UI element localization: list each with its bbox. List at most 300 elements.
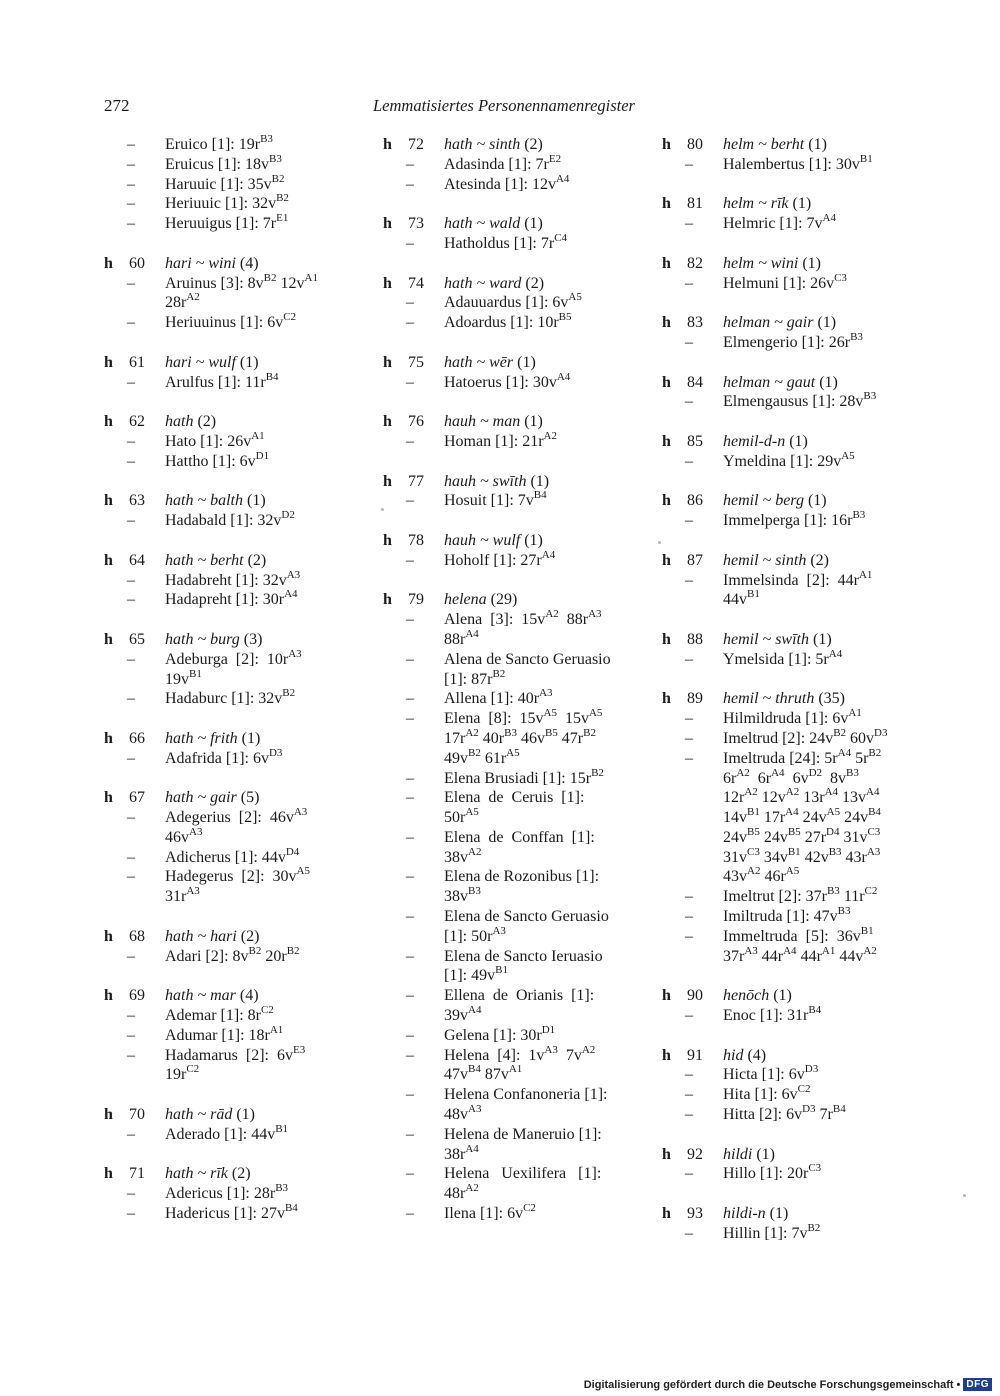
folio-siglum: A4 (771, 766, 785, 779)
form-fragment: Hitta [2]: 6v (723, 1106, 803, 1124)
lemma-text: hath ~ ward (444, 274, 526, 292)
dash-marker: – (685, 571, 693, 589)
name-form (383, 828, 619, 868)
form-fragment: 42v (800, 848, 829, 866)
dash-marker: – (406, 868, 414, 886)
form-fragment: Hadegerus [2]: 30v (165, 868, 297, 886)
lemma-count: (3) (243, 630, 263, 648)
form-fragment: Helmric [1]: 7v (723, 215, 823, 233)
entry-letter: h (662, 1145, 671, 1163)
form-fragment: Ademar [1]: 8r (165, 1007, 261, 1025)
name-form (383, 152, 619, 175)
lemma-count: (4) (239, 254, 259, 272)
funding-text: Digitalisierung gefördert durch die Deutsche Forschungsgemeinschaft (583, 1378, 954, 1391)
form-fragment: Adeburga [2]: 10r (165, 650, 289, 668)
entry-heading (104, 927, 340, 947)
folio-siglum: A4 (828, 647, 843, 660)
entry-number: 91 (687, 1046, 703, 1064)
entry-letter: h (104, 987, 113, 1005)
entry-number: 74 (408, 274, 424, 292)
dash-marker: – (406, 769, 414, 787)
form-fragment: Helena Confanoneria [1]: (444, 1086, 608, 1104)
dash-marker: – (685, 1007, 693, 1025)
name-form (662, 271, 898, 294)
folio-siglum: D2 (808, 766, 823, 779)
entry-number: 72 (408, 136, 424, 153)
lemma-text: hemil ~ berg (723, 492, 808, 510)
dash-marker: – (685, 1086, 693, 1104)
form-text (165, 1023, 340, 1046)
folio-siglum: A3 (186, 885, 200, 898)
folio-siglum: A3 (544, 1043, 558, 1056)
lemma-text: hari ~ wulf (165, 353, 240, 371)
form-text (723, 1105, 898, 1125)
form-fragment: Hadabald [1]: 32v (165, 512, 282, 530)
name-form (383, 172, 619, 195)
folio-siglum: A5 (506, 746, 520, 759)
form-fragment: Hatoerus [1]: 30v (444, 373, 557, 391)
name-form (383, 491, 619, 511)
dash-marker: – (127, 155, 135, 173)
form-fragment: 7r (815, 1106, 833, 1124)
form-fragment: Elena Brusiadi [1]: 15r (444, 769, 592, 787)
form-text (723, 1221, 898, 1244)
form-text (165, 449, 340, 472)
folio-siglum: B4 (808, 1004, 822, 1017)
dash-marker: – (406, 1205, 414, 1223)
lemma-count: (2) (810, 551, 829, 569)
form-fragment: Hoholf [1]: 27r (444, 551, 542, 569)
folio-siglum: B1 (189, 667, 202, 680)
entry-heading (662, 630, 898, 650)
form-fragment: Hicta [1]: 6v (723, 1066, 805, 1084)
form-text (444, 172, 619, 195)
index-entry (662, 432, 898, 472)
folio-siglum: A4 (468, 1004, 482, 1017)
form-text (723, 330, 898, 353)
lemma-count: (1) (524, 531, 543, 549)
entry-letter: h (662, 136, 671, 153)
name-form (383, 313, 619, 333)
dash-marker: – (127, 1026, 135, 1044)
form-fragment: Adasinda [1]: 7r (444, 155, 549, 173)
entry-letter: h (104, 551, 113, 569)
entry-letter: h (383, 136, 392, 153)
entry-number: 75 (408, 353, 424, 371)
lemma-count: (1) (808, 136, 827, 153)
folio-siglum: B5 (747, 825, 760, 838)
dash-marker: – (127, 195, 135, 213)
index-entry (383, 135, 619, 194)
form-fragment: Immelperga [1]: 16r (723, 512, 853, 530)
form-text (444, 1164, 619, 1204)
folio-siglum: A1 (858, 568, 873, 581)
form-text (165, 845, 340, 868)
dash-marker: – (127, 1185, 135, 1203)
folio-siglum: A5 (543, 707, 557, 720)
form-text (723, 647, 898, 670)
form-text (444, 947, 619, 987)
folio-siglum: C2 (864, 885, 878, 898)
entry-heading (104, 630, 340, 650)
index-entry (104, 412, 340, 471)
index-entry (104, 254, 340, 333)
entry-heading (383, 274, 619, 294)
dash-marker: – (127, 848, 135, 866)
folio-siglum: C2 (260, 1004, 274, 1017)
entry-number: 79 (408, 591, 424, 609)
folio-siglum: B2 (271, 172, 285, 185)
entry-letter: h (383, 531, 392, 549)
form-text (165, 944, 340, 967)
folio-siglum: A2 (744, 786, 758, 799)
entry-letter: h (383, 353, 392, 371)
dash-marker: – (685, 1224, 693, 1242)
dash-marker: – (406, 1086, 414, 1104)
index-entry (383, 353, 619, 393)
folio-siglum: C2 (186, 1063, 200, 1076)
dash-marker: – (406, 314, 414, 332)
dash-marker: – (685, 888, 693, 906)
folio-siglum: A4 (866, 786, 880, 799)
form-fragment: 34v (759, 848, 788, 866)
lemma-text: hid (723, 1046, 748, 1064)
scan-speck (381, 508, 384, 511)
form-fragment: Imiltruda [1]: 47v (723, 908, 838, 926)
form-text (444, 1125, 619, 1165)
form-text (723, 214, 898, 234)
lemma-text: hath ~ frith (165, 729, 242, 747)
dash-marker: – (127, 591, 135, 609)
entry-letter: h (104, 1106, 113, 1124)
form-text (444, 1043, 619, 1086)
folio-siglum: A2 (581, 1043, 596, 1056)
dash-marker: – (127, 512, 135, 530)
dash-marker: – (406, 551, 414, 569)
entry-letter: h (104, 729, 113, 747)
dash-marker: – (406, 175, 414, 193)
form-text (165, 271, 340, 314)
lemma-text: hauh ~ wulf (444, 531, 525, 549)
form-text (444, 986, 619, 1026)
form-text (165, 867, 340, 907)
scan-speck (658, 541, 661, 544)
folio-siglum: B5 (544, 726, 558, 739)
folio-siglum: C3 (808, 1162, 822, 1175)
folio-siglum: B3 (863, 390, 877, 403)
folio-siglum: D1 (541, 1023, 556, 1036)
lemma-count: (2) (197, 413, 217, 431)
name-form (104, 511, 340, 531)
folio-siglum: B2 (248, 944, 262, 957)
folio-siglum: B2 (492, 667, 506, 680)
form-text (444, 650, 619, 690)
form-fragment: 24v (723, 828, 747, 846)
entry-number: 85 (687, 432, 703, 450)
index-entry (662, 1145, 898, 1185)
form-fragment: Hilmildruda [1]: 6v (723, 710, 849, 728)
index-entry (383, 274, 619, 333)
lemma-count: (1) (239, 353, 259, 371)
entry-heading (104, 551, 340, 571)
form-fragment: 39v (444, 1007, 468, 1025)
form-text (165, 1204, 340, 1224)
form-fragment: Homan [1]: 21r (444, 432, 544, 450)
form-text (444, 152, 619, 175)
form-fragment: 28r (165, 294, 187, 312)
name-form (383, 1164, 619, 1204)
form-text (165, 194, 340, 214)
dash-marker: – (127, 650, 135, 668)
name-form (662, 1105, 898, 1125)
entry-heading (104, 1164, 340, 1184)
name-form (383, 650, 619, 690)
index-column-2 (383, 135, 619, 1244)
form-fragment: Elena de Sancto Geruasio (444, 908, 609, 926)
dash-marker: – (685, 908, 693, 926)
form-text (444, 429, 619, 452)
entry-number: 71 (129, 1165, 145, 1183)
name-form (383, 867, 619, 907)
form-fragment: Eruicus [1]: 18v (165, 155, 269, 173)
dash-marker: – (685, 512, 693, 530)
form-fragment: Adegerius [2]: 46v (165, 809, 294, 827)
name-form (662, 1006, 898, 1026)
name-form (383, 610, 619, 650)
entry-letter: h (662, 432, 671, 450)
form-fragment: Ymelsida [1]: 5r (723, 650, 829, 668)
folio-siglum: B1 (275, 1122, 289, 1135)
entry-heading (383, 135, 619, 155)
form-fragment: 38v (444, 848, 468, 866)
entry-heading (662, 1046, 898, 1066)
form-text (444, 313, 619, 333)
index-entry (662, 254, 898, 294)
folio-siglum: B4 (284, 1202, 298, 1215)
entry-number: 92 (687, 1145, 703, 1163)
folio-siglum: A5 (826, 806, 841, 819)
dash-marker: – (685, 729, 693, 747)
name-form (104, 449, 340, 472)
index-entry (662, 689, 898, 966)
folio-siglum: A4 (824, 786, 839, 799)
folio-siglum: A3 (286, 568, 301, 581)
form-fragment: 48r (444, 1185, 466, 1203)
folio-siglum: A5 (785, 865, 800, 878)
lemma-count: (1) (813, 630, 832, 648)
entry-number: 87 (687, 551, 703, 569)
name-form (104, 214, 340, 234)
dash-marker: – (127, 1125, 135, 1143)
entry-number: 66 (129, 729, 145, 747)
form-fragment: 37r (723, 947, 745, 965)
lemma-count: (4) (239, 987, 259, 1005)
dash-marker: – (127, 1007, 135, 1025)
lemma-count: (1) (756, 1145, 775, 1163)
folio-siglum: B4 (265, 370, 279, 383)
form-text (165, 647, 340, 690)
name-form (662, 647, 898, 670)
folio-siglum: B3 (260, 133, 273, 145)
form-fragment: Adericus [1]: 28r (165, 1185, 276, 1203)
lemma-count: (1) (802, 254, 821, 272)
form-fragment: Atesinda [1]: 12v (444, 175, 556, 193)
dash-marker: – (127, 215, 135, 233)
footer-separator: • (956, 1378, 961, 1391)
form-fragment: 43v (723, 868, 747, 886)
name-form (104, 1043, 340, 1086)
dash-marker: – (406, 432, 414, 450)
folio-siglum: B1 (495, 964, 508, 977)
entry-heading (662, 689, 898, 709)
folio-siglum: A2 (543, 429, 557, 442)
index-column-3 (662, 135, 898, 1263)
form-fragment: Ellena de Orianis [1]: (444, 987, 595, 1005)
lemma-text: helm ~ wini (723, 254, 803, 272)
folio-siglum: B1 (787, 845, 801, 858)
form-fragment: Elena de Sancto Ieruasio (444, 947, 603, 965)
folio-siglum: A3 (588, 608, 602, 621)
form-fragment: Hadaburc [1]: 32v (165, 690, 283, 708)
index-entry (662, 135, 898, 175)
folio-siglum: B2 (286, 944, 300, 957)
entry-number: 89 (687, 690, 703, 708)
folio-siglum: A4 (284, 588, 298, 601)
form-text (723, 392, 898, 412)
folio-siglum: C2 (283, 311, 297, 324)
lemma-text: hath ~ wēr (444, 353, 518, 371)
entry-letter: h (383, 215, 392, 233)
form-fragment: 61r (480, 749, 507, 767)
folio-siglum: A2 (468, 845, 482, 858)
form-fragment: Hattho [1]: 6v (165, 452, 256, 470)
form-fragment: 13r (799, 789, 825, 807)
form-text (165, 172, 340, 195)
name-form (662, 511, 898, 531)
folio-siglum: D3 (268, 746, 283, 759)
form-fragment: Aruinus [3]: 8v (165, 274, 264, 292)
folio-siglum: C3 (747, 845, 760, 858)
folio-siglum: D3 (874, 726, 888, 739)
folio-siglum: B1 (747, 806, 760, 819)
entry-number: 81 (687, 195, 703, 213)
lemma-text: hari ~ wini (165, 254, 240, 272)
folio-siglum: A2 (863, 944, 877, 957)
folio-siglum: A2 (545, 608, 559, 621)
folio-siglum: C3 (834, 271, 847, 284)
lemma-text: helm ~ berht (723, 136, 809, 153)
dash-marker: – (127, 136, 135, 153)
dash-marker: – (685, 215, 693, 233)
form-fragment: Hadabreht [1]: 32v (165, 571, 287, 589)
form-text (444, 491, 619, 511)
entry-letter: h (662, 690, 671, 708)
form-text (165, 214, 340, 234)
dash-marker: – (127, 749, 135, 767)
entry-number: 80 (687, 136, 703, 153)
entry-number: 84 (687, 373, 703, 391)
folio-siglum: B3 (828, 845, 842, 858)
lemma-text: hath ~ rīk (165, 1165, 232, 1183)
dash-marker: – (406, 294, 414, 312)
form-text (165, 1122, 340, 1145)
lemma-count: (2) (525, 274, 545, 292)
index-entry (104, 986, 340, 1085)
entry-letter: h (104, 413, 113, 431)
lemma-count: (1) (524, 413, 543, 431)
lemma-text: hath ~ gair (165, 789, 241, 807)
dash-marker: – (127, 809, 135, 827)
folio-siglum: A4 (783, 944, 797, 957)
form-fragment: 46v (165, 828, 189, 846)
form-fragment: 60v (846, 729, 875, 747)
entry-heading (662, 1145, 898, 1165)
entry-number: 69 (129, 987, 145, 1005)
folio-siglum: B4 (533, 489, 547, 502)
form-fragment: Adicherus [1]: 44v (165, 848, 286, 866)
folio-siglum: D2 (281, 509, 295, 522)
form-text (723, 709, 898, 729)
name-form (662, 1065, 898, 1085)
lemma-count: (1) (236, 1106, 255, 1124)
entry-number: 88 (687, 630, 703, 648)
form-text (444, 231, 619, 254)
form-text (165, 689, 340, 709)
folio-siglum: D4 (285, 845, 300, 858)
folio-siglum: A3 (744, 944, 758, 957)
lemma-count: (1) (517, 353, 536, 371)
dash-marker: – (685, 927, 693, 945)
lemma-text: hath (165, 413, 198, 431)
form-fragment: 8v (822, 769, 847, 787)
folio-siglum: A4 (837, 746, 852, 759)
form-text (444, 828, 619, 868)
folio-siglum: E1 (276, 212, 289, 225)
form-fragment: Hillo [1]: 20r (723, 1165, 809, 1183)
form-fragment: 19v (165, 670, 189, 688)
entry-number: 82 (687, 254, 703, 272)
dash-marker: – (406, 947, 414, 965)
form-fragment: Enoc [1]: 31r (723, 1007, 809, 1025)
dash-marker: – (685, 1066, 693, 1084)
entry-letter: h (104, 492, 113, 510)
form-fragment: 44r (796, 947, 822, 965)
lemma-count: (2) (524, 136, 543, 153)
index-entry (383, 590, 619, 1224)
name-form (383, 766, 619, 789)
form-text (723, 271, 898, 294)
name-form (104, 370, 340, 393)
index-entry (104, 1105, 340, 1145)
folio-siglum: B2 (282, 687, 296, 700)
form-fragment: 31r (165, 888, 187, 906)
index-entry (104, 788, 340, 907)
entry-heading (662, 194, 898, 214)
form-fragment: 46v (516, 729, 545, 747)
entry-letter: h (662, 1205, 671, 1223)
form-fragment: Elena de Rozonibus [1]: (444, 868, 600, 886)
entry-letter: h (662, 492, 671, 510)
dash-marker: – (685, 274, 693, 292)
folio-siglum: A2 (736, 766, 750, 779)
folio-siglum: B2 (263, 271, 277, 284)
entry-letter: h (662, 630, 671, 648)
folio-siglum: B5 (558, 311, 572, 324)
dash-marker: – (127, 1046, 135, 1064)
form-fragment: Hadericus [1]: 27v (165, 1205, 285, 1223)
folio-siglum: D3 (802, 1103, 816, 1116)
form-fragment: 88r (444, 630, 466, 648)
